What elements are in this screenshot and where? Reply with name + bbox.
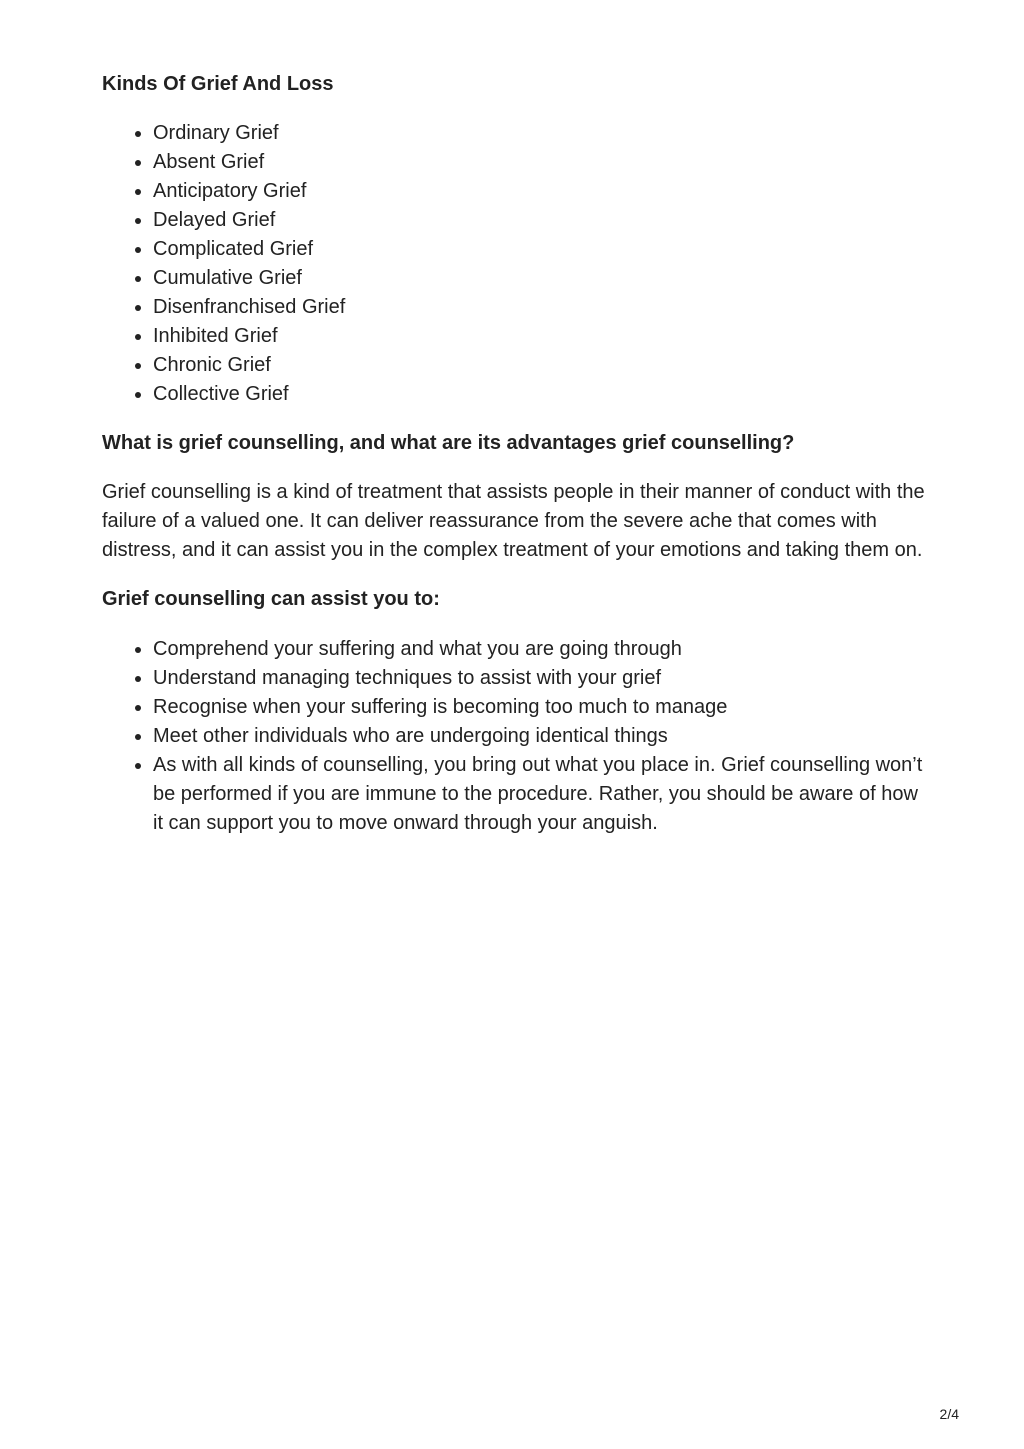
list-item: • Inhibited Grief — [153, 322, 932, 351]
list-item: • Ordinary Grief — [153, 119, 932, 148]
list-item: • Understand managing techniques to assist with your grief — [153, 664, 932, 693]
list-item: • Recognise when your suffering is becoming too much to manage — [153, 693, 932, 722]
grief-kinds-list — [102, 119, 932, 409]
list-item: • Anticipatory Grief — [153, 177, 932, 206]
document-page — [102, 70, 932, 838]
section-heading-kinds-of-grief: Kinds Of Grief And Loss — [102, 73, 334, 95]
list-item: • As with all kinds of counselling, you bring out what you place in. Grief counselling won’t be performed if you are immune to the procedure. Rather, you should be aware of how it can support you to move onward through your anguish. — [153, 751, 932, 838]
list-item: • Chronic Grief — [153, 351, 932, 380]
list-item: • Cumulative Grief — [153, 264, 932, 293]
list-item: • Disenfranchised Grief — [153, 293, 932, 322]
body-paragraph: Grief counselling is a kind of treatment that assists people in their manner of conduct with the failure of a valued one. It can deliver reassurance from the severe ache that comes with distress, and it can assist you in the complex treatment of your emotions and taking them on. — [102, 481, 925, 561]
list-item: • Meet other individuals who are undergoing identical things — [153, 722, 932, 751]
counselling-benefits-list — [102, 635, 932, 838]
section-heading-counselling-can-assist: Grief counselling can assist you to: — [102, 588, 440, 610]
list-item: • Delayed Grief — [153, 206, 932, 235]
list-item: • Comprehend your suffering and what you are going through — [153, 635, 932, 664]
list-item: • Absent Grief — [153, 148, 932, 177]
page-number: 2/4 — [939, 1406, 959, 1422]
section-heading-what-is-grief-counselling: What is grief counselling, and what are its advantages grief counselling? — [102, 432, 795, 454]
list-item: • Complicated Grief — [153, 235, 932, 264]
list-item: • Collective Grief — [153, 380, 932, 409]
